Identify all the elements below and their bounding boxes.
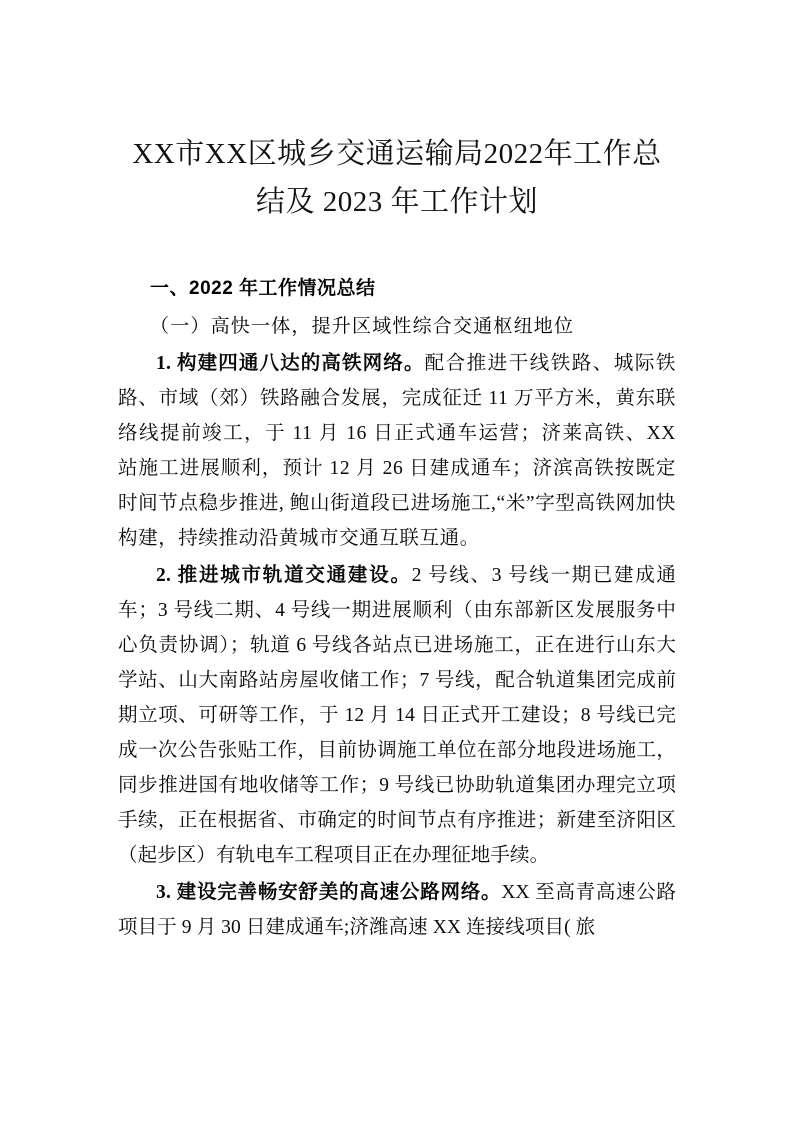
paragraph-3-lead: 3. 建设完善畅安舒美的高速公路网络。	[156, 882, 502, 903]
page-title	[118, 0, 676, 226]
paragraph-1-lead: 1. 构建四通八达的高铁网络。	[156, 353, 425, 374]
body-paragraph-2	[118, 556, 676, 873]
paragraph-2-lead: 2. 推进城市轨道交通建设。	[156, 565, 412, 586]
section-heading: 一、2022 年工作情况总结	[150, 278, 376, 299]
paragraph-2-text: 2 号线、3 号线一期已建成通车；3 号线二期、4 号线一期进展顺利（由东部新区发展服务中心负责协调）；轨道 6 号线各站点已进场施工，正在进行山东大学站、山大南路站房屋收储工作；7 号线，配合轨道集团完成前期立项、可研等工作，于 12 月 14 日正式开工建设；8 号线已完成一次公告张贴工作，目前协调施工单位在部分地段进场施工，同步推进国有地收储等工作；9 号线已协助轨道集团办理完立项手续，正在根据省、市确定的时间节点有序推进；新建至济阳区（起步区）有轨电车工程项目正在办理征地手续。	[118, 565, 676, 866]
page-title-line-2: 结及 2023 年工作计划	[255, 186, 538, 218]
paragraph-3-text: XX 至高青高速公路项目于 9 月 30 日建成通车;济潍高速 XX 连接线项目( 旅	[118, 882, 676, 938]
paragraph-1-text: 配合推进干线铁路、城际铁路、市域（郊）铁路融合发展，完成征迁 11 万平方米，黄东联络线提前竣工，于 11 月 16 日正式通车运营；济莱高铁、XX 站施工进展顺利，预计 12 月 26 日建成通车；济滨高铁按既定时间节点稳步推进, 鲍山街道段已进场施工,“米”字型高铁网加快构建，持续推动沿黄城市交通互联互通。	[118, 353, 676, 549]
sub-heading: （一）高快一体，提升区域性综合交通枢纽地位	[150, 316, 575, 337]
document-content	[118, 0, 676, 945]
page-title-line-1: XX市XX区城乡交通运输局2022年工作总	[132, 138, 662, 170]
body-paragraph-3	[118, 873, 676, 945]
body-paragraph-1	[118, 344, 676, 556]
